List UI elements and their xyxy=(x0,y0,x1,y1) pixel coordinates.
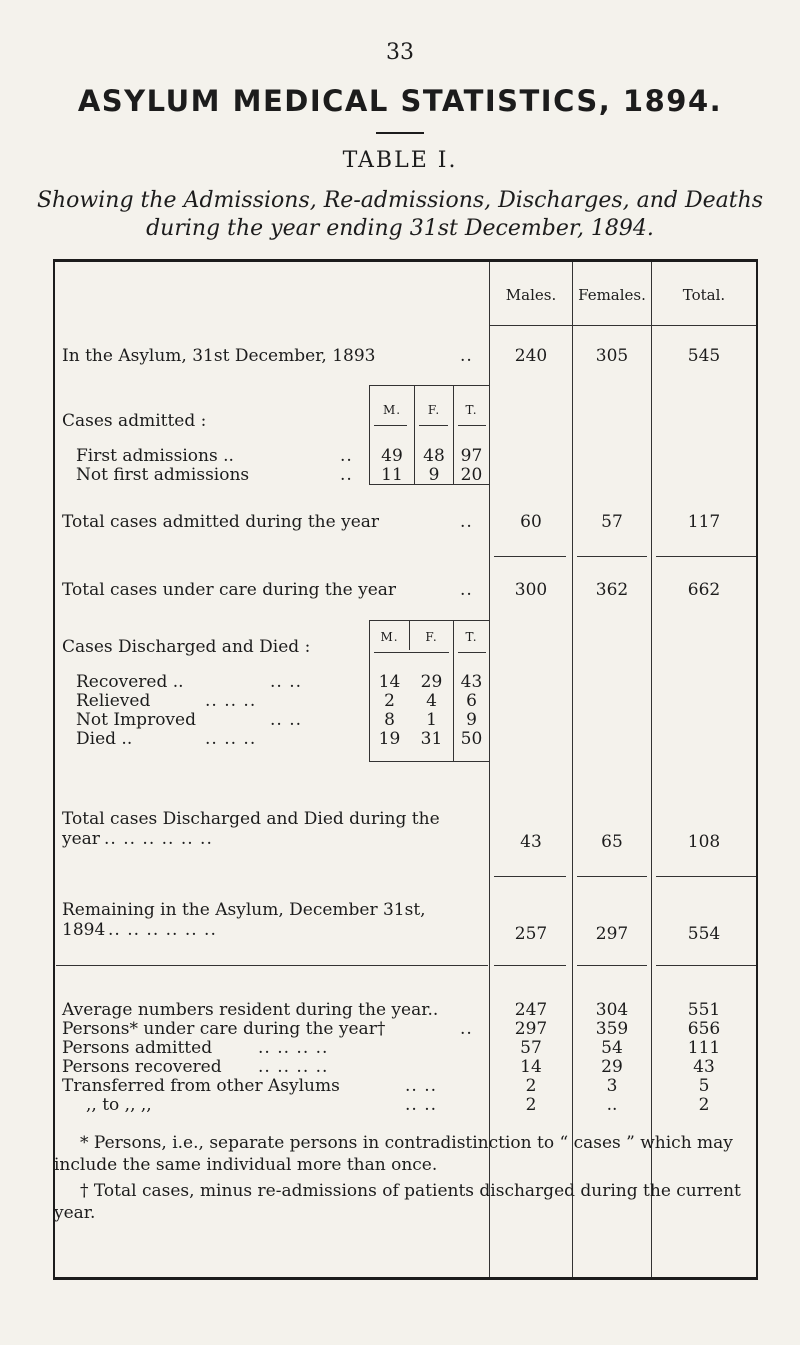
sum-rule xyxy=(494,876,566,877)
leader-dots: .. xyxy=(460,346,473,366)
cell-died-m: 19 xyxy=(378,729,401,749)
cell-first-admissions-m: 49 xyxy=(381,446,403,466)
cell-under-care-females: 362 xyxy=(595,580,629,600)
cell-recovered-f: 29 xyxy=(420,672,443,692)
section-rule xyxy=(56,965,488,966)
row-label-total-under-care: Total cases under care during the year xyxy=(62,580,397,600)
cell-total-admitted-males: 60 xyxy=(520,512,542,532)
cell-total-discharged-females: 65 xyxy=(601,832,623,852)
cell-transferred-to-total: 2 xyxy=(698,1095,710,1115)
sum-rule xyxy=(656,876,756,877)
row-label-remaining: Remaining in the Asylum, December 31st, xyxy=(62,900,426,920)
cell-average-males: 247 xyxy=(514,1000,548,1020)
sum-rule xyxy=(656,556,756,557)
sum-rule xyxy=(577,556,647,557)
row-label-transferred-to: ,, to ,, ,, xyxy=(86,1095,152,1115)
section-label-discharged: Cases Discharged and Died : xyxy=(62,637,311,657)
leader-dots: .. xyxy=(340,446,353,466)
cell-died-f: 31 xyxy=(420,729,443,749)
cell-first-admissions-t: 97 xyxy=(460,446,483,466)
section-rule xyxy=(656,965,756,966)
subheader-f: F. xyxy=(425,630,438,644)
cell-transferred-to-females: .. xyxy=(606,1095,618,1115)
sum-rule xyxy=(494,556,566,557)
header-females: Females. xyxy=(578,286,646,304)
cell-transferred-from-total: 5 xyxy=(698,1076,710,1096)
subheader-rule xyxy=(458,652,486,653)
leader-dots: .. .. .. xyxy=(205,691,257,711)
page-number: 33 xyxy=(386,40,414,65)
subtable-bottom-rule xyxy=(369,761,489,762)
cell-not-improved-t: 9 xyxy=(466,710,477,730)
row-label-total-discharged-cont: year xyxy=(62,829,100,849)
subheader-t: T. xyxy=(465,630,478,644)
leader-dots: .. .. .. .. xyxy=(258,1057,329,1077)
table-label: TABLE I. xyxy=(342,148,458,173)
row-label-relieved: Relieved xyxy=(76,691,151,711)
cell-persons-admitted-total: 111 xyxy=(687,1038,721,1058)
cell-transferred-from-females: 3 xyxy=(606,1076,618,1096)
subtable-top-rule xyxy=(369,385,489,386)
cell-persons-under-care-females: 359 xyxy=(595,1019,629,1039)
cell-persons-recovered-females: 29 xyxy=(601,1057,623,1077)
subheader-rule xyxy=(419,425,448,426)
cell-not-first-admissions-t: 20 xyxy=(460,465,483,485)
leader-dots: .. .. .. xyxy=(205,729,257,749)
cell-remaining-females: 297 xyxy=(595,924,629,944)
cell-not-first-admissions-f: 9 xyxy=(428,465,440,485)
subheader-t: T. xyxy=(465,403,478,417)
row-label-persons-admitted: Persons admitted xyxy=(62,1038,213,1058)
row-label-in-asylum: In the Asylum, 31st December, 1893 xyxy=(62,346,376,366)
subtable-top-rule xyxy=(369,620,489,621)
subheader-m: M. xyxy=(382,403,402,417)
cell-total-discharged-total: 108 xyxy=(687,832,721,852)
cell-persons-recovered-total: 43 xyxy=(693,1057,715,1077)
leader-dots: .. .. xyxy=(405,1076,438,1096)
header-total: Total. xyxy=(682,286,726,304)
cell-transferred-to-males: 2 xyxy=(525,1095,537,1115)
cell-total-admitted-total: 117 xyxy=(687,512,721,532)
row-label-first-admissions: First admissions .. xyxy=(76,446,234,466)
cell-not-improved-m: 8 xyxy=(384,710,395,730)
row-label-average-resident: Average numbers resident during the year.. xyxy=(62,1000,439,1020)
cell-persons-admitted-females: 54 xyxy=(601,1038,623,1058)
row-label-not-improved: Not Improved xyxy=(76,710,196,730)
row-label-not-first-admissions: Not first admissions xyxy=(76,465,250,485)
leader-dots: .. .. .. .. xyxy=(258,1038,329,1058)
leader-dots: .. xyxy=(460,580,473,600)
row-label-persons-recovered: Persons recovered xyxy=(62,1057,222,1077)
row-label-died: Died .. xyxy=(76,729,133,749)
header-males: Males. xyxy=(505,286,557,304)
cell-in-asylum-total: 545 xyxy=(687,346,721,366)
leader-dots: .. .. xyxy=(405,1095,438,1115)
subheader-rule xyxy=(458,425,486,426)
leader-dots: .. xyxy=(340,465,353,485)
section-rule xyxy=(494,965,566,966)
subheader-rule xyxy=(374,652,449,653)
leader-dots: .. xyxy=(460,512,473,532)
row-label-remaining-cont: 1894 xyxy=(62,920,106,940)
cell-relieved-m: 2 xyxy=(384,691,395,711)
cell-died-t: 50 xyxy=(460,729,483,749)
subheader-f: F. xyxy=(427,403,441,417)
table-subtitle-line1: Showing the Admissions, Re-admissions, Discharges, and Deaths xyxy=(36,188,764,213)
cell-average-total: 551 xyxy=(687,1000,721,1020)
table-subtitle-line2: during the year ending 31st December, 1894. xyxy=(146,216,654,241)
leader-dots: .. .. xyxy=(270,710,303,730)
cell-recovered-m: 14 xyxy=(378,672,401,692)
row-label-total-admitted: Total cases admitted during the year xyxy=(62,512,380,532)
cell-total-discharged-males: 43 xyxy=(520,832,542,852)
cell-persons-recovered-males: 14 xyxy=(520,1057,542,1077)
cell-relieved-f: 4 xyxy=(426,691,437,711)
column-divider-total xyxy=(651,262,652,1277)
row-label-transferred-from: Transferred from other Asylums xyxy=(62,1076,340,1096)
sum-rule xyxy=(577,876,647,877)
row-label-persons-under-care: Persons* under care during the year† xyxy=(62,1019,386,1039)
cell-average-females: 304 xyxy=(595,1000,629,1020)
cell-not-improved-f: 1 xyxy=(426,710,437,730)
cell-remaining-total: 554 xyxy=(687,924,721,944)
cell-first-admissions-f: 48 xyxy=(423,446,445,466)
cell-total-admitted-females: 57 xyxy=(601,512,623,532)
footnote-total-cases: † Total cases, minus re-admissions of patients discharged during the current year. xyxy=(54,1181,741,1223)
column-divider-females xyxy=(572,262,573,1277)
leader-dots: .. .. xyxy=(270,672,303,692)
cell-persons-under-care-total: 656 xyxy=(687,1019,721,1039)
cell-in-asylum-males: 240 xyxy=(514,346,548,366)
leader-dots: .. .. .. .. .. .. xyxy=(104,829,213,849)
cell-relieved-t: 6 xyxy=(466,691,477,711)
row-label-recovered: Recovered .. xyxy=(76,672,184,692)
column-divider-males xyxy=(489,262,490,1277)
cell-in-asylum-females: 305 xyxy=(595,346,629,366)
row-label-total-discharged: Total cases Discharged and Died during the xyxy=(62,809,440,829)
page-title: ASYLUM MEDICAL STATISTICS, 1894. xyxy=(77,84,723,118)
subheader-rule xyxy=(374,425,407,426)
cell-under-care-total: 662 xyxy=(687,580,721,600)
cell-persons-admitted-males: 57 xyxy=(520,1038,542,1058)
footnote-persons: * Persons, i.e., separate persons in contradistinction to “ cases ” which may include the same individual more than once. xyxy=(54,1133,733,1175)
leader-dots: .. xyxy=(460,1019,473,1039)
cell-under-care-males: 300 xyxy=(514,580,548,600)
cell-transferred-from-males: 2 xyxy=(525,1076,537,1096)
cell-not-first-admissions-m: 11 xyxy=(381,465,403,485)
section-rule xyxy=(577,965,647,966)
cell-remaining-males: 257 xyxy=(514,924,548,944)
title-divider xyxy=(376,132,424,134)
leader-dots: .. .. .. .. .. .. xyxy=(108,920,217,940)
header-rule xyxy=(490,325,756,326)
cell-recovered-t: 43 xyxy=(460,672,483,692)
section-label-admitted: Cases admitted : xyxy=(62,411,207,431)
subheader-m: M. xyxy=(380,630,399,644)
cell-persons-under-care-males: 297 xyxy=(514,1019,548,1039)
